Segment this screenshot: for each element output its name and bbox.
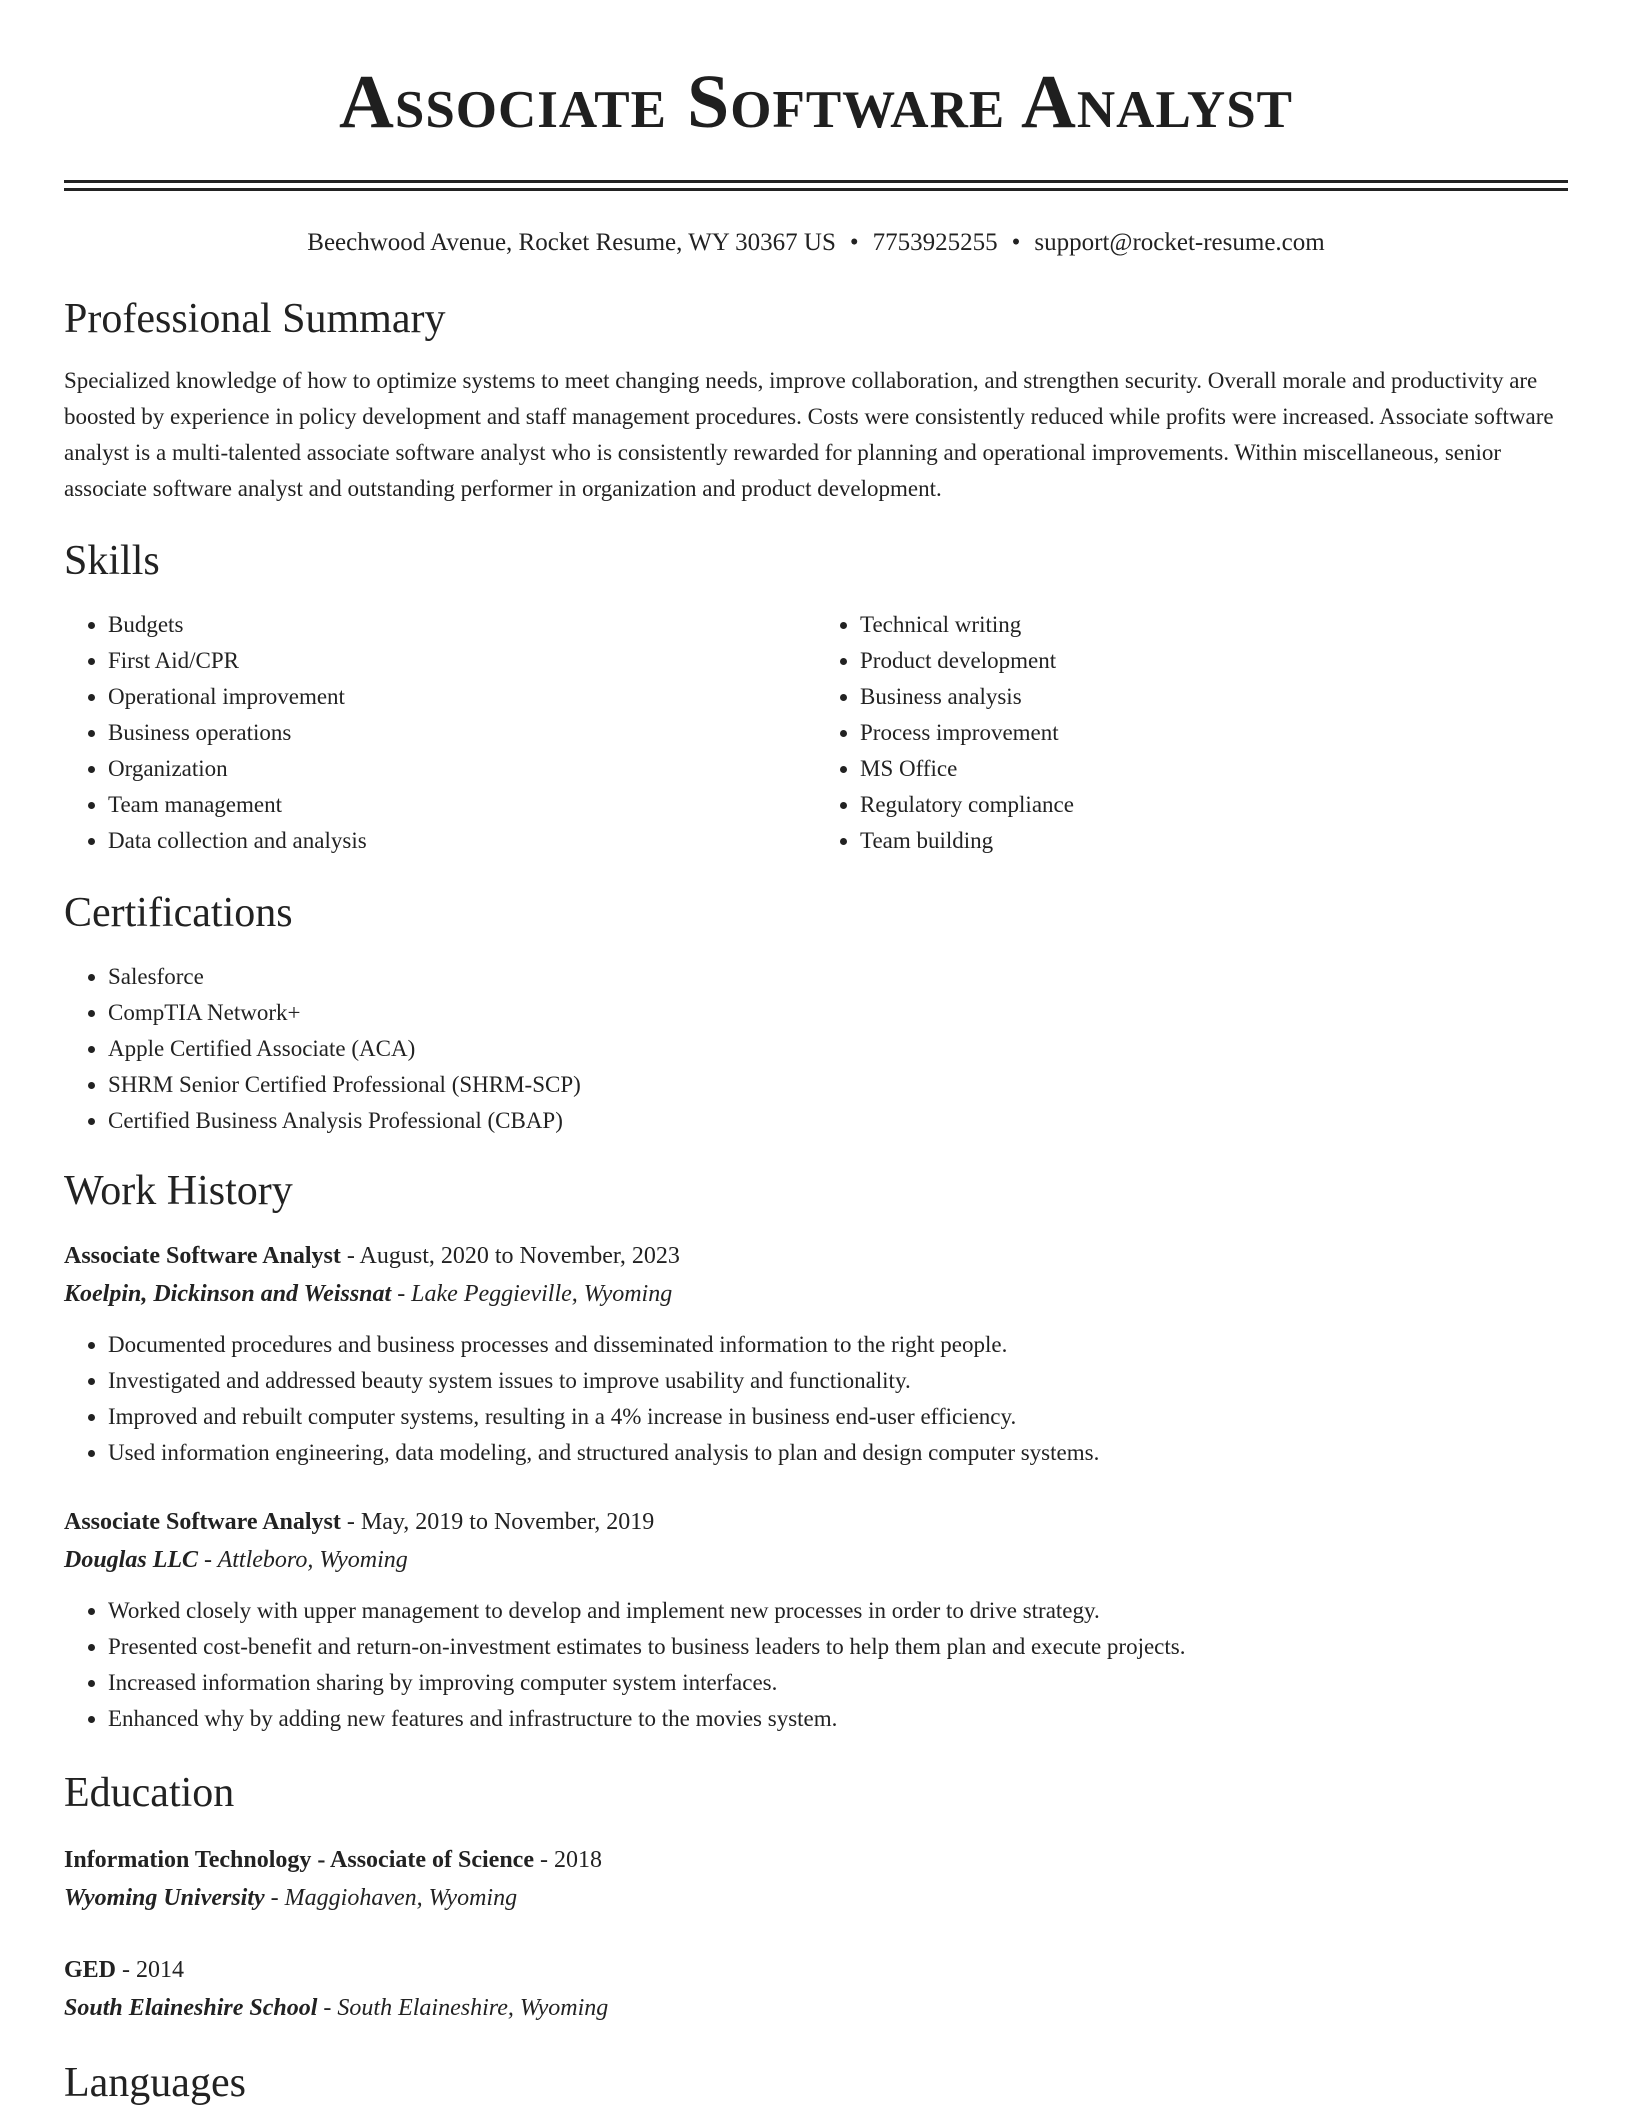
- education-school-line: [64, 1989, 1568, 2027]
- job-bullet: • Enhanced why by adding new features and infrastructure to the movies system.: [108, 1701, 1568, 1737]
- job-bullet: • Improved and rebuilt computer systems, resulting in a 4% increase in business end-user efficiency.: [108, 1399, 1568, 1435]
- skills-columns: [64, 607, 1568, 859]
- skill-item: • Operational improvement: [108, 679, 816, 715]
- education-degree-line: [64, 1951, 1568, 1989]
- job-entry: [64, 1503, 1568, 1737]
- job-location: - Attleboro, Wyoming: [198, 1547, 408, 1573]
- education-degree: Information Technology - Associate of Science: [64, 1847, 534, 1873]
- contact-separator: •: [849, 229, 859, 256]
- job-bullets: [64, 1327, 1568, 1471]
- contact-email: support@rocket-resume.com: [1034, 229, 1325, 256]
- education-entry: [64, 1841, 1568, 1917]
- job-bullets: [64, 1593, 1568, 1737]
- education-heading: Education: [64, 1770, 235, 1816]
- skill-item: • Technical writing: [860, 607, 1568, 643]
- job-dates: - August, 2020 to November, 2023: [340, 1243, 680, 1269]
- resume-name: Associate Software Analyst: [338, 60, 1294, 144]
- certification-item: • SHRM Senior Certified Professional (SHRM-SCP): [108, 1067, 1568, 1103]
- skill-item: • Organization: [108, 751, 816, 787]
- certifications-list: [64, 959, 1568, 1139]
- languages-heading: Languages: [64, 2060, 246, 2106]
- certification-item: • Salesforce: [108, 959, 1568, 995]
- summary-heading: Professional Summary: [64, 296, 446, 342]
- education-location: - South Elaineshire, Wyoming: [317, 1995, 609, 2021]
- skills-list-right: [816, 607, 1568, 859]
- job-entry: [64, 1237, 1568, 1471]
- job-bullet: • Investigated and addressed beauty system issues to improve usability and functionality.: [108, 1363, 1568, 1399]
- skill-item: • Business operations: [108, 715, 816, 751]
- skill-item: • Process improvement: [860, 715, 1568, 751]
- skill-item: • Budgets: [108, 607, 816, 643]
- job-company-line: [64, 1541, 1568, 1579]
- skills-heading: Skills: [64, 538, 160, 584]
- education-degree: GED: [64, 1957, 117, 1983]
- contact-phone: 7753925255: [872, 229, 998, 256]
- summary-text: Specialized knowledge of how to optimize systems to meet changing needs, improve collaboration, and strengthen security. Overall morale and productivity are boosted by experience in policy development and staff management procedures. Costs were consistently reduced while profits were increased. Associate software analyst is a multi-talented associate software analyst who is consistently rewarded for planning and operational improvements. Within miscellaneous, senior associate software analyst and outstanding performer in organization and product development.: [64, 368, 1554, 501]
- job-bullet: • Presented cost-benefit and return-on-investment estimates to business leaders to help them plan and execute projects.: [108, 1629, 1568, 1665]
- education-school-line: [64, 1879, 1568, 1917]
- certifications-heading: Certifications: [64, 890, 293, 936]
- skill-item: • Regulatory compliance: [860, 787, 1568, 823]
- education-school: South Elaineshire School: [64, 1995, 318, 2021]
- job-bullet: • Used information engineering, data modeling, and structured analysis to plan and design computer systems.: [108, 1435, 1568, 1471]
- skill-item: • Team management: [108, 787, 816, 823]
- skill-item: • MS Office: [860, 751, 1568, 787]
- job-company: Koelpin, Dickinson and Weissnat: [64, 1281, 392, 1307]
- contact-separator: •: [1011, 229, 1021, 256]
- skill-item: • Data collection and analysis: [108, 823, 816, 859]
- job-bullet: • Documented procedures and business processes and disseminated information to the right people.: [108, 1327, 1568, 1363]
- education-year: - 2018: [533, 1847, 602, 1873]
- job-bullet: • Increased information sharing by improving computer system interfaces.: [108, 1665, 1568, 1701]
- certification-item: • CompTIA Network+: [108, 995, 1568, 1031]
- job-role: Associate Software Analyst: [64, 1509, 341, 1535]
- job-company-line: [64, 1275, 1568, 1313]
- education-location: - Maggiohaven, Wyoming: [264, 1885, 518, 1911]
- education-degree-line: [64, 1841, 1568, 1879]
- job-dates: - May, 2019 to November, 2019: [340, 1509, 655, 1535]
- contact-address: Beechwood Avenue, Rocket Resume, WY 30367 US: [307, 229, 836, 256]
- contact-line: [64, 227, 1568, 259]
- education-entry: [64, 1951, 1568, 2027]
- job-title-line: [64, 1237, 1568, 1275]
- work-history-heading: Work History: [64, 1168, 293, 1214]
- job-company: Douglas LLC: [64, 1547, 199, 1573]
- skill-item: • First Aid/CPR: [108, 643, 816, 679]
- skill-item: • Product development: [860, 643, 1568, 679]
- job-bullet: • Worked closely with upper management to develop and implement new processes in order to drive strategy.: [108, 1593, 1568, 1629]
- certification-item: • Apple Certified Associate (ACA): [108, 1031, 1568, 1067]
- skills-list-left: [64, 607, 816, 859]
- job-role: Associate Software Analyst: [64, 1243, 341, 1269]
- certification-item: • Certified Business Analysis Professional (CBAP): [108, 1103, 1568, 1139]
- header-double-rule: [64, 180, 1568, 191]
- job-location: - Lake Peggieville, Wyoming: [391, 1281, 673, 1307]
- skill-item: • Team building: [860, 823, 1568, 859]
- education-year: - 2014: [116, 1957, 185, 1983]
- job-title-line: [64, 1503, 1568, 1541]
- skill-item: • Business analysis: [860, 679, 1568, 715]
- education-school: Wyoming University: [64, 1885, 265, 1911]
